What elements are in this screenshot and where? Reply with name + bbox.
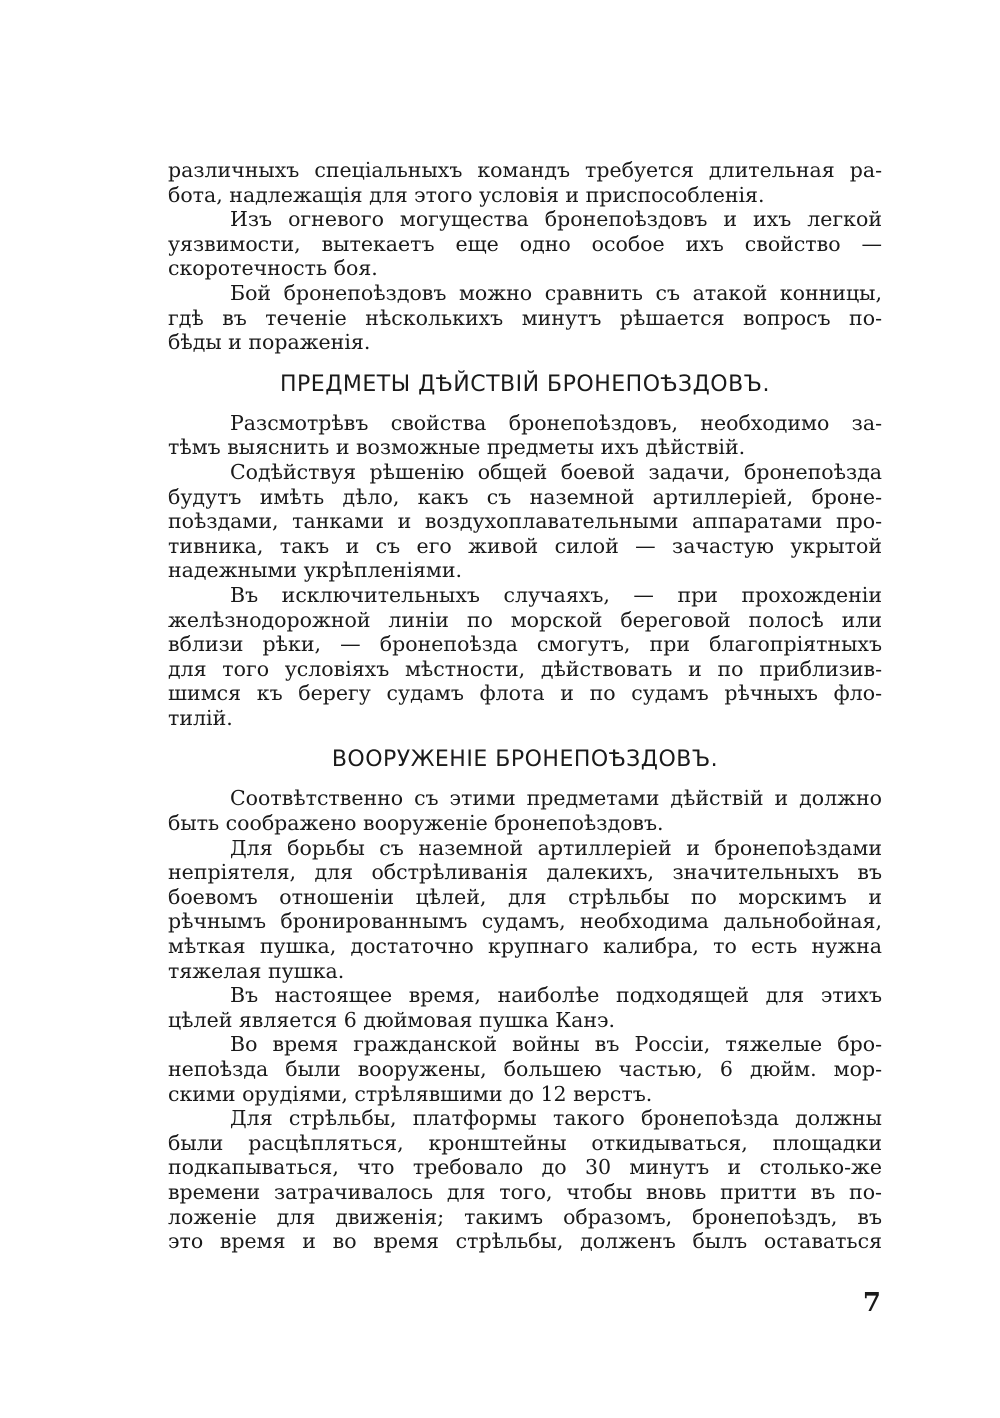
text-line: непоѣзда были вооружены, большею частью, 6 дюйм. мор- — [168, 1057, 882, 1081]
text-line: бѣды и пораженія. — [168, 330, 371, 355]
text-line: поѣздами, танками и воздухоплавательными аппаратами про- — [168, 509, 882, 534]
paragraph — [168, 836, 882, 984]
paragraph — [168, 983, 882, 1032]
text-line: рѣчнымъ бронированнымъ судамъ, необходима дальнобойная, — [168, 909, 882, 934]
text-line: шимся къ берегу судамъ флота и по судамъ рѣчныхъ фло- — [168, 681, 882, 706]
text-line: скими орудіями, стрѣлявшими до 12 верстъ. — [168, 1081, 653, 1106]
text-line: уязвимости, вытекаетъ еще одно особое ихъ свойство — — [168, 231, 882, 256]
text-line: тивника, такъ и съ его живой силой — зачастую укрытой — [168, 533, 882, 558]
text-line: Бой бронепоѣздовъ можно сравнить съ атакой конницы, — [230, 280, 882, 305]
text-line: боевомъ отношеніи цѣлей, для стрѣльбы по морскимъ и — [168, 884, 882, 909]
text-line: были расцѣпляться, кронштейны откидываться, площадки — [168, 1130, 882, 1155]
text-line: желѣзнодорожной линіи по морской береговой полосѣ или — [168, 607, 882, 632]
paragraph — [168, 281, 882, 355]
page-number: 7 — [862, 1288, 881, 1318]
text-line: вблизи рѣки, — бронепоѣзда смогутъ, при благопріятныхъ — [168, 632, 882, 657]
section-heading: ВООРУЖЕНІЕ БРОНЕПОѢЗДОВЪ. — [331, 747, 719, 773]
text-line: будутъ имѣть дѣло, какъ съ наземной артиллеріей, броне- — [168, 484, 882, 509]
text-line: скоротечность боя. — [168, 256, 378, 281]
text-line: мѣткая пушка, достаточно крупнаго калибра, то есть нужна — [168, 934, 882, 959]
paragraph — [168, 1106, 882, 1254]
page-text-block — [168, 158, 882, 1254]
text-line: непріятеля, для обстрѣливанія далекихъ, значительныхъ въ — [168, 860, 882, 885]
paragraph — [168, 411, 882, 460]
text-line: Для стрѣльбы, платформы такого бронепоѣзда должны — [230, 1106, 882, 1131]
paragraph — [168, 786, 882, 835]
text-line: Для борьбы съ наземной артиллеріей и бронепоѣздами — [230, 835, 882, 860]
text-line: подкапываться, что требовало до 30 минутъ и столько-же — [168, 1155, 882, 1180]
text-line: надежными укрѣпленіями. — [168, 558, 463, 583]
paragraph — [168, 583, 882, 731]
text-line: тѣмъ выяснить и возможные предметы ихъ дѣйствій. — [168, 435, 746, 460]
text-line: различныхъ спеціальныхъ командъ требуется длительная ра- — [168, 158, 882, 182]
text-line: тилій. — [168, 705, 233, 730]
paragraph — [168, 207, 882, 281]
text-line: Разсмотрѣвъ свойства бронепоѣздовъ, необходимо за- — [230, 410, 882, 435]
text-line: Изъ огневого могущества бронепоѣздовъ и ихъ легкой — [230, 207, 882, 232]
text-line: цѣлей является 6 дюймовая пушка Канэ. — [168, 1007, 615, 1032]
text-line: бота, надлежащія для этого условія и приспособленія. — [168, 182, 765, 207]
text-line: тяжелая пушка. — [168, 958, 345, 983]
text-line: быть соображено вооруженіе бронепоѣздовъ. — [168, 811, 664, 836]
paragraph — [168, 158, 882, 207]
paragraph — [168, 1032, 882, 1106]
text-line: Содѣйствуя рѣшенію общей боевой задачи, бронепоѣзда — [230, 459, 882, 484]
text-line: Въ настоящее время, наиболѣе подходящей для этихъ — [230, 983, 882, 1008]
section-heading: ПРЕДМЕТЫ ДѢЙСТВІЙ БРОНЕПОѢЗДОВЪ. — [280, 371, 770, 397]
text-line: гдѣ въ теченіе нѣсколькихъ минутъ рѣшается вопросъ по- — [168, 305, 882, 330]
text-line: для того условіяхъ мѣстности, дѣйствовать и по приблизив- — [168, 656, 882, 681]
text-line: времени затрачивалось для того, чтобы вновь притти въ по- — [168, 1179, 882, 1204]
text-line: это время и во время стрѣльбы, долженъ былъ оставаться — [168, 1229, 882, 1254]
text-line: Во время гражданской войны въ Россіи, тяжелые бро- — [230, 1032, 882, 1057]
text-line: Соотвѣтственно съ этими предметами дѣйствій и должно — [230, 786, 882, 811]
text-line: ложеніе для движенія; такимъ образомъ, бронепоѣздъ, въ — [168, 1204, 882, 1229]
paragraph — [168, 460, 882, 583]
text-line: Въ исключительныхъ случаяхъ, — при прохожденіи — [230, 582, 882, 607]
